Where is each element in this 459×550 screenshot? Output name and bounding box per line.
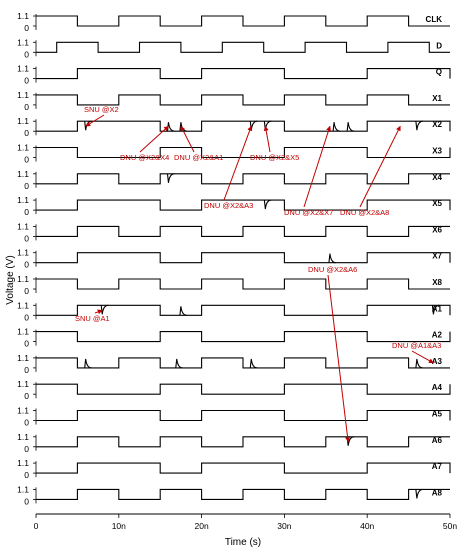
glitch-x2 (333, 122, 340, 131)
row-clk (17, 11, 450, 33)
y-tick-label-low: 0 (24, 101, 29, 112)
y-tick-label-low: 0 (24, 470, 29, 481)
x-axis-label: Time (s) (224, 537, 262, 548)
x-tick-label: 20n (194, 521, 209, 531)
y-tick-label-high: 1.1 (17, 37, 29, 48)
row-x1 (17, 90, 450, 112)
glitch-a1 (101, 305, 108, 314)
annotation-arrow (181, 126, 194, 152)
annotation-label: DNU @X2&X5 (250, 153, 300, 162)
y-tick-label-high: 1.1 (17, 352, 29, 363)
annotation-label: DNU @X2&X7 (284, 208, 334, 217)
annotation (308, 265, 357, 442)
series-label: X8 (432, 278, 442, 287)
annotations (75, 105, 441, 442)
x-tick-label: 30n (277, 521, 292, 531)
y-tick-label-low: 0 (24, 286, 29, 296)
waveform-a7 (36, 463, 450, 473)
y-tick-label-high: 1.1 (17, 274, 29, 284)
annotation-arrow (265, 126, 270, 152)
y-tick-label-high: 1.1 (17, 300, 29, 311)
series-label: D (436, 41, 442, 51)
waveform-x2 (36, 121, 450, 131)
waveform-a3 (36, 358, 450, 368)
x-tick-label: 50n (442, 521, 458, 531)
glitch-x5 (264, 200, 271, 209)
y-tick-label-high: 1.1 (17, 11, 29, 21)
row-a2 (17, 327, 450, 349)
axes (5, 255, 457, 548)
x-tick-label: 0 (33, 521, 39, 531)
row-x6 (17, 221, 450, 243)
y-tick-label-high: 1.1 (17, 326, 29, 337)
y-tick-label-high: 1.1 (17, 168, 29, 179)
annotation (284, 126, 333, 217)
glitch-a3 (416, 359, 423, 368)
y-tick-label-low: 0 (24, 49, 29, 60)
y-tick-label-low: 0 (24, 338, 29, 349)
annotation-arrow (86, 115, 104, 126)
annotation-arrow (360, 126, 400, 207)
series-label: A1 (431, 304, 442, 314)
y-tick-label-low: 0 (24, 207, 29, 218)
row-x4 (17, 169, 450, 191)
glitch-a3 (85, 359, 92, 368)
y-tick-label-low: 0 (24, 391, 29, 402)
glitch-x7 (329, 254, 336, 263)
glitch-a3 (250, 359, 257, 368)
series-label: X5 (432, 199, 442, 209)
y-tick-label-low: 0 (24, 23, 29, 33)
y-tick-label-high: 1.1 (17, 89, 29, 100)
row-x8 (17, 274, 450, 296)
annotation-label: DNU @X2&X4 (120, 153, 170, 162)
y-tick-label-high: 1.1 (17, 405, 29, 416)
y-tick-label-low: 0 (24, 417, 29, 428)
waveform-a5 (36, 411, 450, 421)
row-x3 (17, 143, 450, 165)
y-tick-label-high: 1.1 (17, 458, 29, 469)
series-label: A4 (431, 383, 442, 393)
waveform-x4 (36, 174, 450, 184)
row-a7 (17, 458, 450, 480)
glitch-x2 (250, 121, 257, 130)
waveform-a4 (36, 384, 450, 394)
waveform-x7 (36, 253, 450, 263)
series-label: CLK (425, 15, 442, 24)
waveform-a6 (36, 437, 450, 447)
y-tick-label-high: 1.1 (17, 116, 29, 127)
y-tick-label-low: 0 (24, 128, 29, 139)
annotation (340, 126, 400, 217)
y-tick-label-low: 0 (24, 259, 29, 270)
y-tick-label-low: 0 (24, 233, 29, 244)
y-tick-label-high: 1.1 (17, 379, 29, 390)
series-label: X4 (432, 172, 442, 182)
y-tick-label-low: 0 (24, 496, 29, 507)
row-a8 (17, 484, 450, 506)
annotation-arrow (304, 126, 330, 207)
glitch-a3 (176, 359, 183, 368)
glitch-x4 (167, 174, 174, 183)
y-tick-label-low: 0 (24, 312, 29, 323)
row-d (17, 37, 450, 59)
series-label: A7 (431, 462, 442, 472)
annotation-arrow (224, 126, 251, 200)
y-tick-label-high: 1.1 (17, 247, 29, 258)
row-a3 (17, 353, 450, 375)
glitch-a8 (416, 489, 423, 498)
annotation (84, 105, 119, 126)
y-tick-label-high: 1.1 (17, 484, 29, 495)
y-tick-label-low: 0 (24, 180, 29, 191)
annotation-label: DNU @X2&A1 (174, 153, 224, 162)
series-label: X6 (432, 225, 442, 235)
series-label: X7 (432, 251, 442, 261)
row-a6 (17, 432, 450, 454)
waveform-x8 (36, 279, 450, 289)
series-label: X2 (432, 120, 442, 130)
y-tick-label-high: 1.1 (17, 431, 29, 442)
glitch-a1 (180, 306, 187, 315)
annotation-label: DNU @A1&A3 (392, 341, 442, 350)
annotation-arrow (328, 275, 348, 442)
waveform-q (36, 69, 450, 79)
y-tick-label-low: 0 (24, 75, 29, 86)
glitch-x2 (347, 122, 354, 131)
waveform-x1 (36, 95, 450, 105)
annotation (75, 310, 110, 323)
annotation-label: DNU @X2&A8 (340, 208, 390, 217)
y-tick-label-low: 0 (24, 443, 29, 454)
y-tick-label-high: 1.1 (17, 63, 29, 74)
series-label: A5 (431, 409, 442, 419)
row-a4 (17, 379, 450, 401)
row-q (17, 64, 450, 86)
row-x7 (17, 248, 450, 270)
series-label: X3 (432, 146, 442, 156)
series-label: A2 (431, 330, 442, 340)
waveform-a8 (36, 489, 450, 499)
waveform-d (36, 42, 450, 52)
series-label: A6 (431, 435, 442, 445)
series-label: A8 (431, 488, 442, 498)
annotation-arrow (412, 351, 433, 363)
waveform-a2 (36, 332, 450, 342)
annotation (120, 126, 169, 162)
waveform-x6 (36, 226, 450, 236)
glitch-x2 (416, 121, 423, 130)
y-tick-label-high: 1.1 (17, 195, 29, 206)
y-tick-label-low: 0 (24, 154, 29, 165)
x-tick-label: 40n (360, 521, 375, 531)
series-label: Q (435, 67, 442, 77)
annotation-label: DNU @X2&A6 (308, 265, 358, 274)
y-tick-label-high: 1.1 (17, 221, 29, 232)
row-a5 (17, 406, 450, 428)
y-tick-label-low: 0 (24, 364, 29, 375)
annotation-label: DNU @X2&A3 (204, 201, 254, 210)
annotation-arrow (140, 126, 168, 152)
annotation (204, 126, 253, 210)
waveform-clk (36, 16, 450, 26)
x-ticks (34, 514, 458, 531)
row-x2 (17, 116, 450, 138)
annotation-label: SNU @A1 (75, 314, 110, 323)
annotation-arrow (95, 310, 102, 313)
waveform-rows (17, 11, 450, 506)
y-tick-label-high: 1.1 (17, 142, 29, 153)
series-label: X1 (432, 93, 442, 103)
series-label: A3 (431, 356, 442, 366)
x-tick-label: 10n (111, 521, 126, 531)
y-axis-label: Voltage (V) (5, 255, 16, 305)
annotation-label: SNU @X2 (84, 105, 119, 114)
